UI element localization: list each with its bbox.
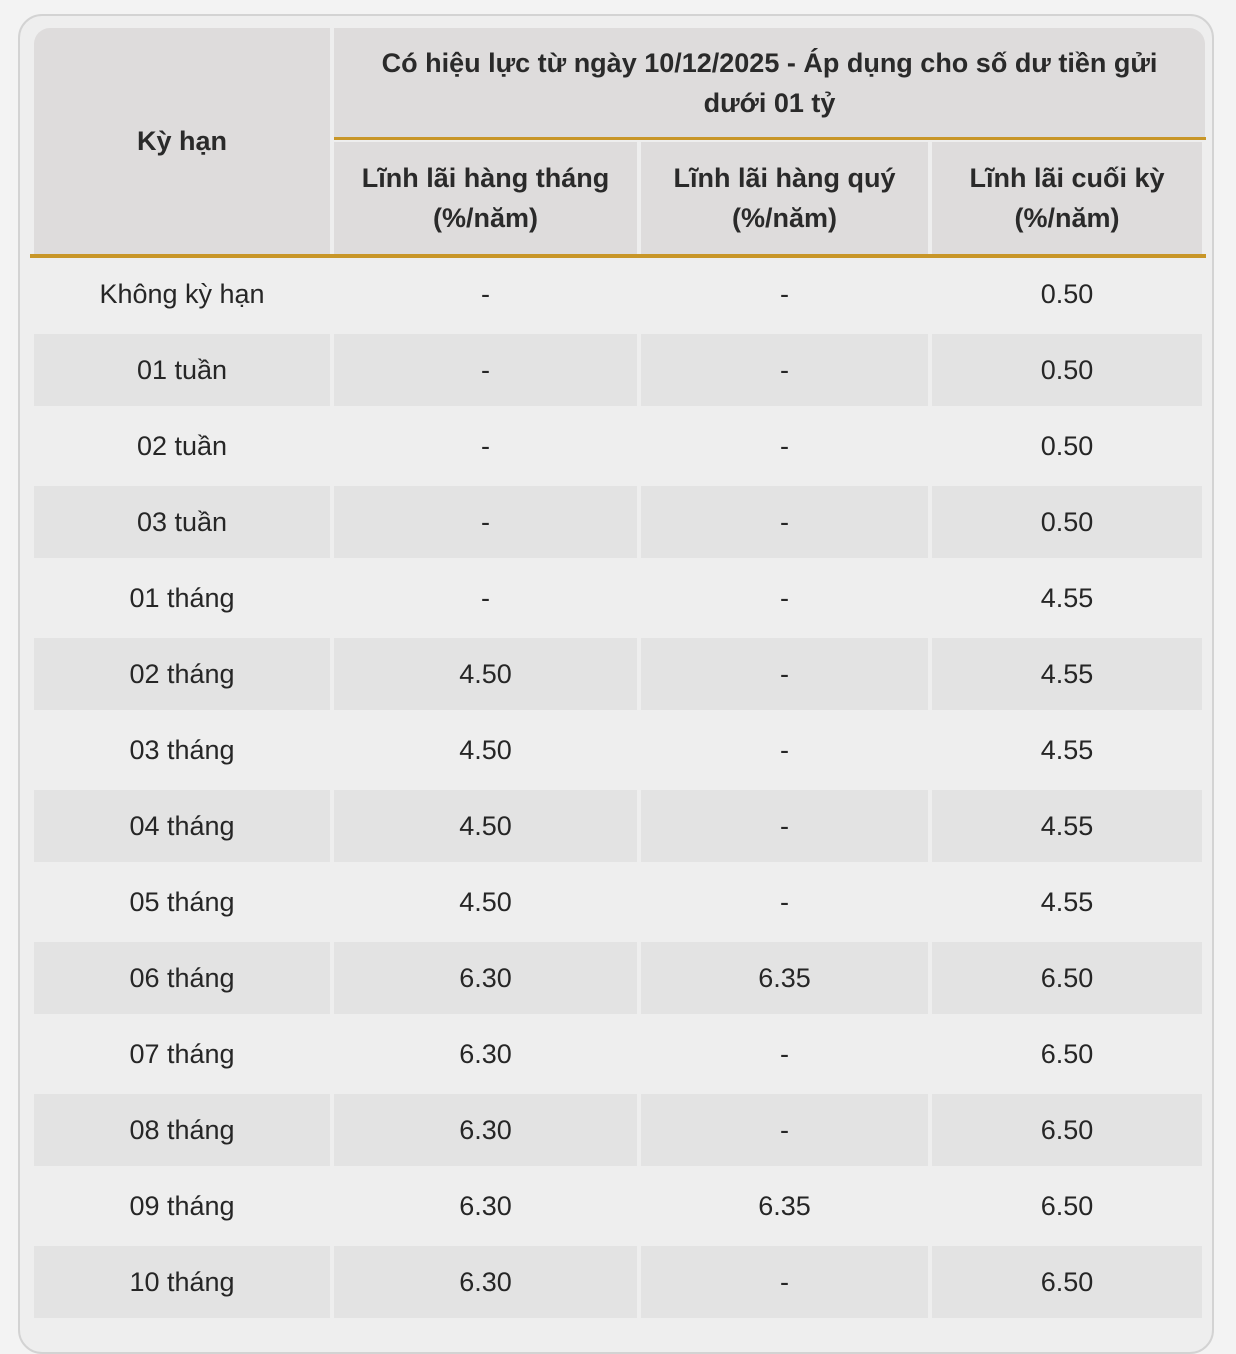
cell-term: 02 tháng xyxy=(34,638,330,710)
cell-term: 03 tuần xyxy=(34,486,330,558)
cell-quarterly-rate: 6.35 xyxy=(641,942,928,1014)
cell-monthly-rate: 4.50 xyxy=(459,734,512,765)
cell-monthly-rate: 4.50 xyxy=(334,638,637,710)
cell-monthly-rate: - xyxy=(481,582,490,613)
cell-end-rate: 0.50 xyxy=(1040,278,1094,309)
table-row xyxy=(0,1170,1236,1246)
cell-term: 01 tuần xyxy=(34,334,330,406)
cell-end-rate: 0.50 xyxy=(1040,430,1094,461)
cell-end-rate: 4.55 xyxy=(1040,582,1094,613)
cell-monthly-rate: - xyxy=(334,334,637,406)
cell-term: 10 tháng xyxy=(34,1246,330,1318)
cell-quarterly-rate: - xyxy=(641,790,928,862)
header-monthly-label: Lĩnh lãi hàng tháng (%/năm) xyxy=(361,163,610,233)
cell-end-rate: 0.50 xyxy=(932,486,1202,558)
cell-quarterly-rate: - xyxy=(641,486,928,558)
cell-monthly-rate: - xyxy=(334,486,637,558)
table-row xyxy=(0,410,1236,486)
table-row xyxy=(0,638,1236,714)
header-term xyxy=(34,28,330,254)
cell-term: 02 tuần xyxy=(136,430,228,461)
cell-term: 05 tháng xyxy=(129,886,235,917)
cell-term: 04 tháng xyxy=(34,790,330,862)
header-quarterly-label: Lĩnh lãi hàng quý (%/năm) xyxy=(673,163,896,233)
table-row xyxy=(0,1018,1236,1094)
cell-term: 03 tháng xyxy=(129,734,235,765)
cell-monthly-rate: 6.30 xyxy=(334,1246,637,1318)
cell-end-rate: 6.50 xyxy=(932,942,1202,1014)
table-row xyxy=(0,1246,1236,1322)
header-effective-group xyxy=(334,28,1205,138)
cell-end-rate: 6.50 xyxy=(932,1094,1202,1166)
header-term-label: Kỳ hạn xyxy=(136,126,228,156)
cell-monthly-rate: 6.30 xyxy=(334,942,637,1014)
cell-end-rate: 4.55 xyxy=(1040,886,1094,917)
cell-monthly-rate: 6.30 xyxy=(459,1190,512,1221)
cell-term: 09 tháng xyxy=(129,1190,235,1221)
cell-quarterly-rate: - xyxy=(780,430,789,461)
cell-end-rate: 6.50 xyxy=(1040,1038,1094,1069)
cell-quarterly-rate: - xyxy=(780,1038,789,1069)
table-row xyxy=(0,714,1236,790)
table-row xyxy=(0,942,1236,1018)
table-body xyxy=(0,258,1236,1322)
table-row xyxy=(0,486,1236,562)
cell-end-rate: 4.55 xyxy=(932,638,1202,710)
cell-term: 01 tháng xyxy=(129,582,235,613)
cell-term: 06 tháng xyxy=(34,942,330,1014)
cell-monthly-rate: - xyxy=(481,430,490,461)
cell-end-rate: 4.55 xyxy=(1040,734,1094,765)
header-quarterly xyxy=(641,142,928,254)
cell-end-rate: 0.50 xyxy=(932,334,1202,406)
cell-quarterly-rate: - xyxy=(780,278,789,309)
cell-monthly-rate: 4.50 xyxy=(334,790,637,862)
table-row xyxy=(0,1094,1236,1170)
cell-term: 08 tháng xyxy=(34,1094,330,1166)
cell-end-rate: 6.50 xyxy=(932,1246,1202,1318)
cell-quarterly-rate: 6.35 xyxy=(758,1190,811,1221)
cell-monthly-rate: 6.30 xyxy=(459,1038,512,1069)
table-row xyxy=(0,866,1236,942)
header-monthly xyxy=(334,142,637,254)
header-end-of-term xyxy=(932,142,1202,254)
cell-term: Không kỳ hạn xyxy=(99,278,265,309)
cell-monthly-rate: 4.50 xyxy=(459,886,512,917)
table-row xyxy=(0,258,1236,334)
cell-quarterly-rate: - xyxy=(641,334,928,406)
header-end-label: Lĩnh lãi cuối kỳ (%/năm) xyxy=(969,163,1165,233)
cell-quarterly-rate: - xyxy=(641,1094,928,1166)
table-row xyxy=(0,334,1236,410)
cell-monthly-rate: 6.30 xyxy=(334,1094,637,1166)
cell-end-rate: 4.55 xyxy=(932,790,1202,862)
cell-quarterly-rate: - xyxy=(780,582,789,613)
table-row xyxy=(0,790,1236,866)
cell-quarterly-rate: - xyxy=(641,638,928,710)
cell-quarterly-rate: - xyxy=(780,734,789,765)
table-row xyxy=(0,562,1236,638)
cell-monthly-rate: - xyxy=(481,278,490,309)
header-effective-label: Có hiệu lực từ ngày 10/12/2025 - Áp dụng cho số dư tiền gửi dưới 01 tỷ xyxy=(381,48,1158,118)
header-divider xyxy=(334,137,1206,140)
cell-quarterly-rate: - xyxy=(780,886,789,917)
cell-quarterly-rate: - xyxy=(641,1246,928,1318)
cell-end-rate: 6.50 xyxy=(1040,1190,1094,1221)
cell-term: 07 tháng xyxy=(129,1038,235,1069)
